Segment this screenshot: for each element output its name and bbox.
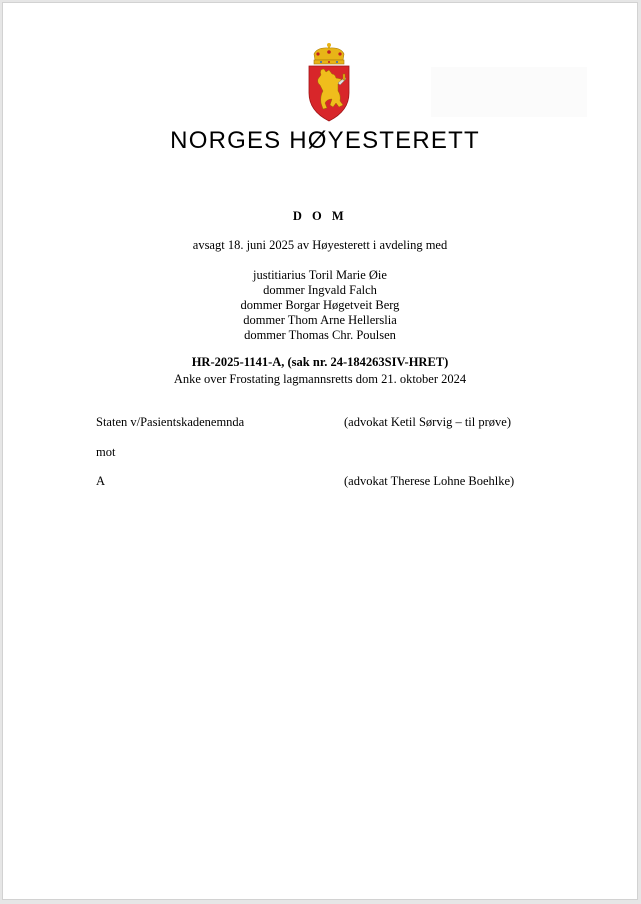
- judges-list: [3, 268, 637, 343]
- faint-placeholder-box: [431, 67, 587, 117]
- crown-icon: [314, 43, 344, 64]
- document-title: D O M: [292, 209, 348, 223]
- document-page: [2, 2, 638, 900]
- judge-name: dommer Thomas Chr. Poulsen: [244, 328, 396, 342]
- appeal-line: Anke over Frostating lagmannsretts dom 21. oktober 2024: [173, 372, 467, 386]
- judge-name: dommer Thom Arne Hellerslia: [243, 313, 397, 327]
- judge-name: dommer Ingvald Falch: [263, 283, 377, 297]
- versus-label: mot: [96, 445, 116, 459]
- delivered-line: avsagt 18. juni 2025 av Høyesterett i avdeling med: [192, 238, 448, 252]
- norwegian-coat-of-arms-icon: [305, 41, 353, 123]
- court-name: NORGES HØYESTERETT: [170, 127, 480, 154]
- appellant-name: Staten v/Pasientskadenemnda: [96, 415, 245, 429]
- respondent-name: A: [96, 474, 106, 488]
- case-number: HR-2025-1141-A, (sak nr. 24-184263SIV-HRET): [191, 355, 449, 369]
- appellant-counsel: (advokat Ketil Sørvig – til prøve): [344, 415, 511, 429]
- judge-name: dommer Borgar Høgetveit Berg: [240, 298, 400, 312]
- judge-name: justitiarius Toril Marie Øie: [253, 268, 387, 282]
- respondent-counsel: (advokat Therese Lohne Boehlke): [344, 474, 515, 488]
